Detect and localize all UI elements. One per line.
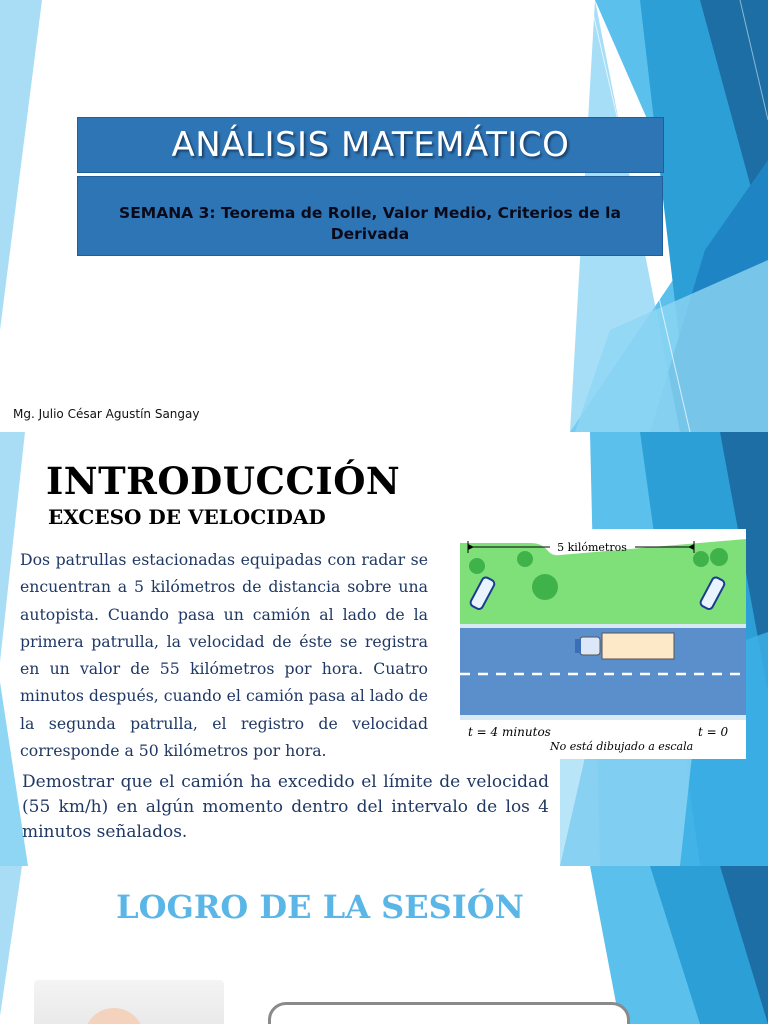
presentation-title: ANÁLISIS MATEMÁTICO [171, 125, 570, 165]
problem-question: Demostrar que el camión ha excedido el límite de velocidad (55 km/h) en algún momento dentro del intervalo de los 4 minutos señalados. [22, 772, 549, 842]
content-box [268, 1002, 630, 1024]
truck-icon [575, 633, 674, 659]
hand-photo [34, 980, 224, 1024]
subtitle-bar [77, 176, 663, 256]
intro-heading: INTRODUCCIÓN [46, 459, 401, 503]
hand-image [84, 1008, 144, 1024]
distance-label: 5 kilómetros [557, 541, 627, 554]
presentation-subtitle: SEMANA 3: Teorema de Rolle, Valor Medio, Criterios de la Derivada [119, 204, 621, 243]
logro-heading: LOGRO DE LA SESIÓN [116, 888, 524, 926]
highway-illustration [460, 529, 746, 759]
title-bar [77, 117, 664, 173]
intro-subheading: EXCESO DE VELOCIDAD [48, 505, 326, 529]
author-name: Mg. Julio César Agustín Sangay [13, 407, 200, 421]
scale-note: No está dibujado a escala [550, 740, 694, 753]
time-label-right: t = 0 [698, 725, 729, 739]
slide-logro [0, 866, 768, 1024]
problem-paragraph: Dos patrullas estacionadas equipadas con radar se encuentran a 5 kilómetros de distancia sobre una autopista. Cuando pasa un camión al lado de la primera patrulla, la velocidad de éste se registra en un valor de 55 kilómetros por hora. Cuatro minutos después, cuando el camión pasa al lado de la segunda patrulla, el registro de velocidad corresponde a 50 kilómetros por hora. [20, 550, 428, 761]
time-label-left: t = 4 minutos [468, 725, 551, 739]
slide-title [0, 0, 768, 432]
